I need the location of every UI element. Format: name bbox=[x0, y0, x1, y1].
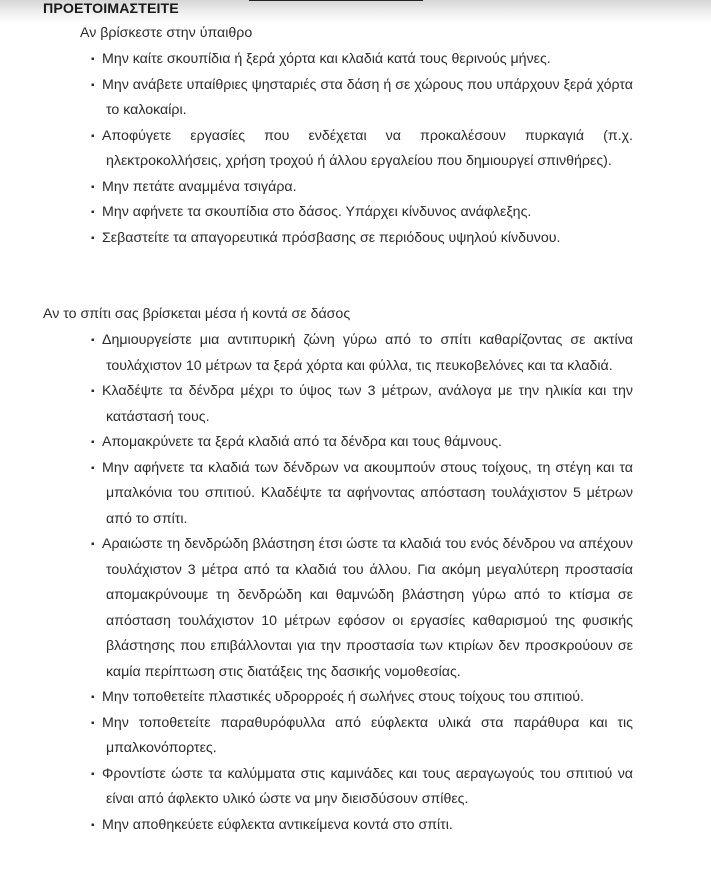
bullet-icon: ▪ bbox=[91, 130, 95, 142]
list-item bbox=[80, 813, 633, 839]
bullet-icon: ▪ bbox=[91, 462, 95, 474]
list-item bbox=[80, 73, 633, 124]
list-item bbox=[80, 379, 633, 430]
top-rule bbox=[249, 0, 423, 1]
section-heading: ΠΡΟΕΤΟΙΜΑΣΤΕΙΤΕ bbox=[43, 1, 179, 17]
list-item bbox=[80, 47, 633, 73]
bullet-icon: ▪ bbox=[91, 386, 95, 397]
list-item bbox=[80, 711, 633, 762]
subsection-label-outdoors: Αν βρίσκεστε στην ύπαιθρο bbox=[80, 25, 253, 41]
bullet-icon: ▪ bbox=[91, 539, 95, 550]
list-item-text: Μην πετάτε αναμμένα τσιγάρα. bbox=[102, 178, 297, 195]
list-item-text: Απομακρύνετε τα ξερά κλαδιά από τα δένδρα και τους θάμνους. bbox=[102, 434, 502, 450]
bullet-icon: ▪ bbox=[91, 692, 95, 703]
bullet-icon: ▪ bbox=[91, 335, 95, 346]
bullet-icon: ▪ bbox=[91, 232, 95, 244]
list-item-text: Σεβαστείτε τα απαγορευτικά πρόσβασης σε περιόδους υψηλού κίνδυνου. bbox=[102, 229, 561, 246]
list-item bbox=[80, 175, 633, 201]
list-item-text: Δημιουργείστε μια αντιπυρική ζώνη γύρω από το σπίτι καθαρίζοντας σε ακτίνα τουλάχιστον 10 μέτρων τα ξερά χόρτα και φύλλα, τις πευκοβελόνες και τα κλαδιά. bbox=[102, 332, 633, 374]
list-item-text: Μην αφήνετε τα κλαδιά των δένδρων να ακουμπούν στους τοίχους, τη στέγη και τα μπαλκόνια του σπιτιού. Κλαδέψτε τα αφήνοντας απόσταση τουλάχιστον 5 μέτρων από το σπίτι. bbox=[102, 459, 633, 527]
list-item bbox=[80, 328, 633, 379]
list-item-text: Μην ανάβετε υπαίθριες ψησταριές στα δάση ή σε χώρους που υπάρχουν ξερά χόρτα το καλοκαίρι. bbox=[102, 76, 633, 118]
house-bullet-list bbox=[80, 328, 633, 838]
list-item bbox=[80, 456, 633, 533]
list-item-text: Μην τοποθετείτε παραθυρόφυλλα από εύφλεκτα υλικά στα παράθυρα και τις μπαλκονόπορτες. bbox=[102, 714, 633, 756]
bullet-icon: ▪ bbox=[91, 207, 95, 218]
bullet-icon: ▪ bbox=[91, 437, 95, 448]
list-item bbox=[80, 685, 633, 711]
list-item-text: Αποφύγετε εργασίες που ενδέχεται να προκαλέσουν πυρκαγιά (π.χ. ηλεκτροκολλήσεις, χρήση τροχού ή άλλου εργαλείου που δημιουργεί σπινθήρες). bbox=[102, 127, 633, 169]
bullet-icon: ▪ bbox=[91, 717, 95, 729]
list-item bbox=[80, 226, 633, 252]
list-item-text: Αραιώστε τη δενδρώδη βλάστηση έτσι ώστε τα κλαδιά του ενός δένδρου να απέχουν τουλάχιστον 3 μέτρα από τα κλαδιά του άλλου. Για ακόμη μεγαλύτερη προστασία απομακρύνουμε τη δενδρώδη και θαμνώδη βλάστηση γύρω από το κτίσμα σε απόσταση τουλάχιστον 10 μέτρων εφόσον οι εργασίες καθαρισμού της φυσικής βλάστησης που επιβάλλονται για την προστασία των κτιρίων δεν προσκρούουν σε καμία περίπτωση στις διατάξεις της δασικής νομοθεσίας. bbox=[102, 536, 633, 680]
list-item-text: Μην αφήνετε τα σκουπίδια στο δάσος. Υπάρχει κίνδυνος ανάφλεξης. bbox=[102, 204, 532, 220]
subsection-label-house-near-forest: Αν το σπίτι σας βρίσκεται μέσα ή κοντά σε δάσος bbox=[43, 306, 351, 322]
list-item-text: Μην αποθηκεύετε εύφλεκτα αντικείμενα κοντά στο σπίτι. bbox=[102, 816, 453, 833]
list-item bbox=[80, 430, 633, 456]
bullet-icon: ▪ bbox=[91, 54, 95, 65]
list-item bbox=[80, 124, 633, 175]
outdoors-bullet-list bbox=[80, 47, 633, 251]
list-item-text: Μην τοποθετείτε πλαστικές υδρορροές ή σωλήνες στους τοίχους του σπιτιού. bbox=[102, 689, 584, 705]
list-item-text: Κλαδέψτε τα δένδρα μέχρι το ύψος των 3 μέτρων, ανάλογα με την ηλικία και την κατάστασή τους. bbox=[102, 383, 633, 425]
bullet-icon: ▪ bbox=[91, 79, 95, 91]
list-item bbox=[80, 532, 633, 685]
list-item-text: Μην καίτε σκουπίδια ή ξερά χόρτα και κλαδιά κατά τους θερινούς μήνες. bbox=[102, 51, 551, 67]
list-item bbox=[80, 762, 633, 813]
bullet-icon: ▪ bbox=[91, 819, 95, 831]
list-item-text: Φροντίστε ώστε τα καλύμματα στις καμινάδες και τους αεραγωγούς του σπιτιού να είναι από άφλεκτο υλικό ώστε να μην διεισδύσουν σπίθες. bbox=[102, 765, 633, 807]
bullet-icon: ▪ bbox=[91, 181, 95, 193]
list-item bbox=[80, 200, 633, 226]
bullet-icon: ▪ bbox=[91, 768, 95, 780]
